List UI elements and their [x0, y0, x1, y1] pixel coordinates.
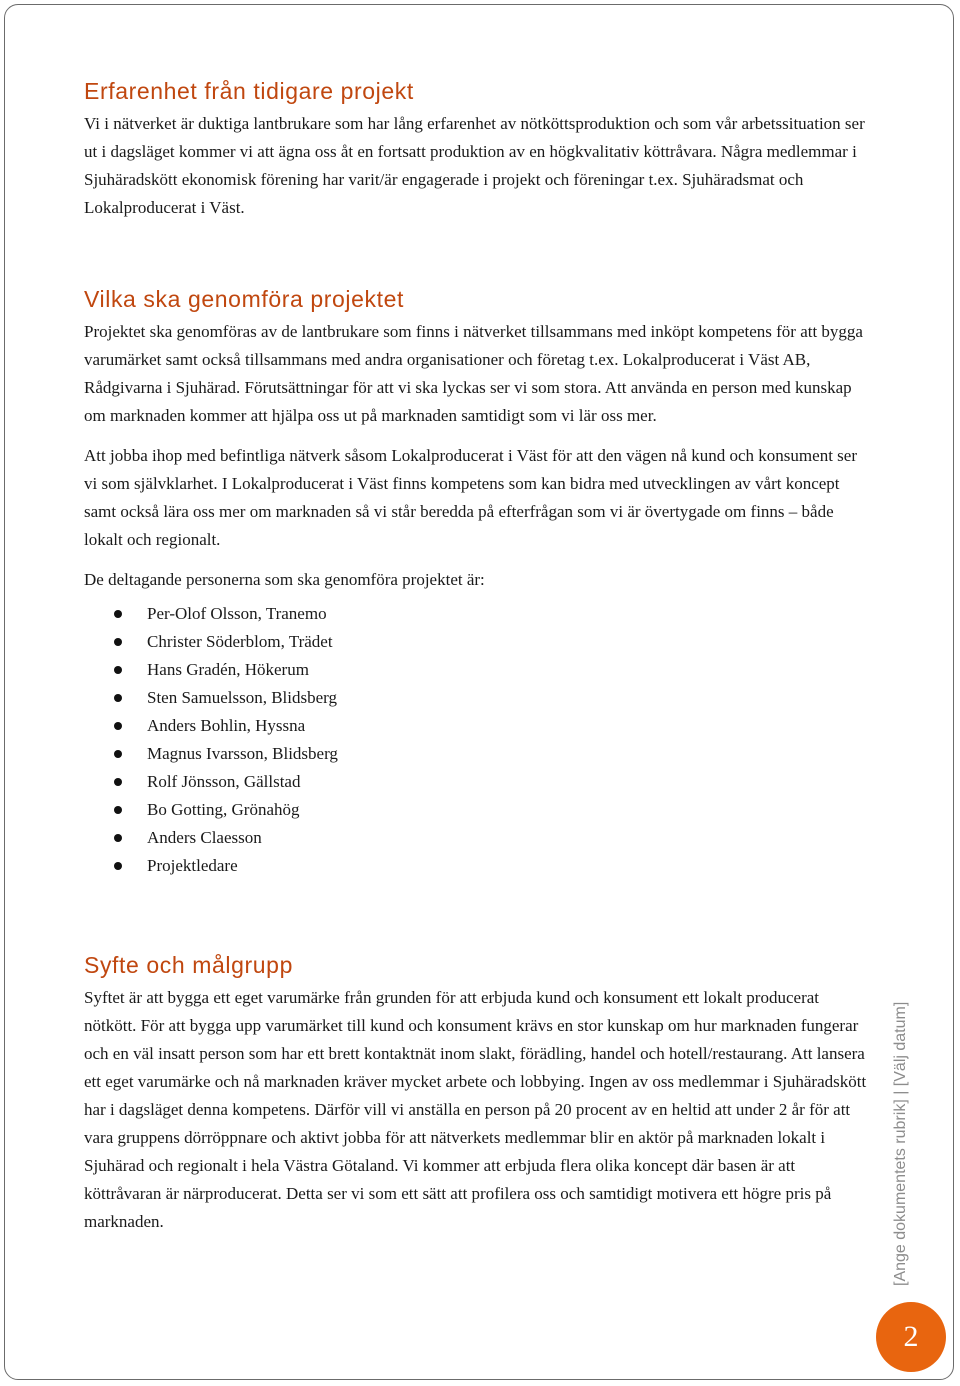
list-item-text: Magnus Ivarsson, Blidsberg	[147, 744, 338, 763]
bullet-icon	[114, 610, 122, 618]
list-item	[84, 712, 874, 740]
list-item	[84, 796, 874, 824]
list-item	[84, 852, 874, 880]
bullet-icon	[114, 694, 122, 702]
list-item-text: Sten Samuelsson, Blidsberg	[147, 688, 337, 707]
paragraph: Projektet ska genomföras av de lantbrukare som finns i nätverket tillsammans med inköpt kompetens för att bygga varumärket samt också tillsammans med andra organisationer och företag t.ex. Lokalproducerat i Väst AB, Rådgivarna i Sjuhärad. Förutsättningar för att vi ska lyckas ser vi som stora. Att använda en person med kunskap om marknaden kommer att hjälpa oss ut på marknaden samtidigt som vi lär oss mer.	[84, 322, 863, 425]
bullet-icon	[114, 638, 122, 646]
section-heading: Erfarenhet från tidigare projekt	[84, 78, 414, 104]
list-item-text: Per-Olof Olsson, Tranemo	[147, 604, 327, 623]
list-item-text: Rolf Jönsson, Gällstad	[147, 772, 301, 791]
list-item	[84, 684, 874, 712]
list-item-text: Projektledare	[147, 856, 238, 875]
bullet-icon	[114, 750, 122, 758]
paragraph: De deltagande personerna som ska genomföra projektet är:	[84, 570, 485, 589]
list-item-text: Hans Gradén, Hökerum	[147, 660, 309, 679]
participant-list	[84, 600, 874, 880]
paragraph: Syftet är att bygga ett eget varumärke från grunden för att erbjuda kund och konsument ett lokalt producerat nötkött. För att bygga upp varumärket till kund och konsument krävs en stor kunskap om hur marknaden fungerar och en väl insatt person som har ett brett kontaktnät inom slakt, förädling, handel och hotell/restaurang. Att lansera ett eget varumärke och nå marknaden kräver mycket arbete och lobbying. Ingen av oss medlemmar i Sjuhäradskött har i dagsläget denna kompetens. Därför vill vi anställa en person på 20 procent av en heltid att under 2 år för att vara gruppens dörröppnare och aktivt jobba för att nätverkets medlemmar blir en aktör på marknaden lokalt i Sjuhärad och regionalt i hela Västra Götaland. Vi kommer att erbjuda flera olika koncept där basen är att köttråvaran är närproducerat. Detta ser vi som ett sätt att profilera oss och samtidigt motivera ett högre pris på marknaden.	[84, 988, 867, 1231]
list-item	[84, 740, 874, 768]
list-item-text: Christer Söderblom, Trädet	[147, 632, 333, 651]
bullet-icon	[114, 666, 122, 674]
section-heading: Syfte och målgrupp	[84, 952, 293, 978]
document-title-date-sidebar: [Ange dokumentets rubrik] | [Välj datum]	[892, 1001, 909, 1286]
paragraph: Att jobba ihop med befintliga nätverk såsom Lokalproducerat i Väst för att den vägen nå kund och konsument ser vi som självklarhet. I Lokalproducerat i Väst finns kompetens som kan bidra med utvecklingen av vårt koncept samt också lära oss mer om marknaden så vi står beredda på efterfrågan som vi är övertygade om finns – både lokalt och regionalt.	[84, 446, 857, 549]
list-item	[84, 600, 874, 628]
bullet-icon	[114, 722, 122, 730]
list-item-text: Anders Bohlin, Hyssna	[147, 716, 306, 735]
section-heading: Vilka ska genomföra projektet	[84, 286, 404, 312]
section-experience	[84, 76, 874, 222]
bullet-icon	[114, 806, 122, 814]
list-item-text: Bo Gotting, Grönahög	[147, 800, 300, 819]
list-item-text: Anders Claesson	[147, 828, 262, 847]
list-item	[84, 768, 874, 796]
page-number: 2	[903, 1320, 919, 1353]
document-body	[84, 76, 874, 1236]
section-who	[84, 284, 874, 880]
list-item	[84, 824, 874, 852]
paragraph: Vi i nätverket är duktiga lantbrukare som har lång erfarenhet av nötköttsproduktion och som vår arbetssituation ser ut i dagsläget kommer vi att ägna oss åt en fortsatt produktion av en högkvalitativ köttråvara. Några medlemmar i Sjuhäradskött ekonomisk förening har varit/är engagerade i projekt och föreningar t.ex. Sjuhäradsmat och Lokalproducerat i Väst.	[84, 114, 865, 217]
bullet-icon	[114, 834, 122, 842]
list-item	[84, 656, 874, 684]
section-purpose	[84, 950, 874, 1236]
page-number-badge	[876, 1302, 946, 1372]
bullet-icon	[114, 778, 122, 786]
list-item	[84, 628, 874, 656]
bullet-icon	[114, 862, 122, 870]
